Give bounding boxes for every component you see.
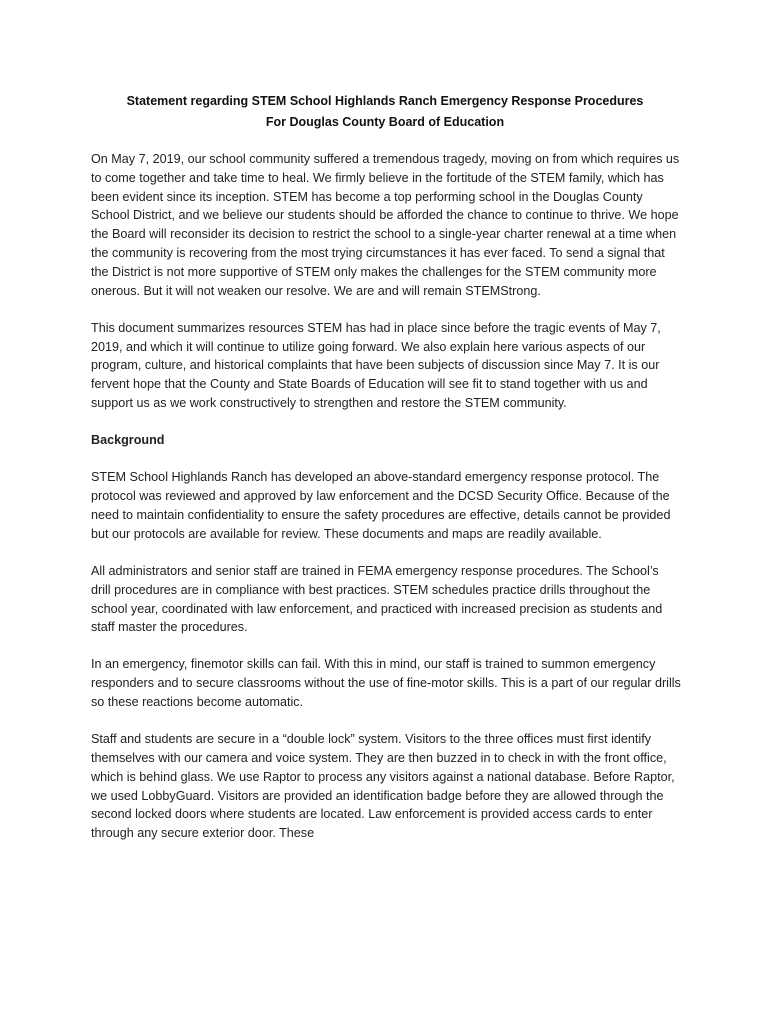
background-paragraph-2: All administrators and senior staff are trained in FEMA emergency response procedures. The School’s drill procedures are in compliance with best practices. STEM schedules practice drills throughout the school year, coordinated with law enforcement, and practiced with increased precision as students and staff master the procedures.	[91, 563, 663, 635]
intro-paragraph-1: On May 7, 2019, our school community suffered a tremendous tragedy, moving on from which requires us to come together and take time to heal. We firmly believe in the fortitude of the STEM family, which has been evident since its inception. STEM has become a top performing school in the Douglas County School District, and we believe our students should be afforded the chance to continue to thrive. We hope the Board will reconsider its decision to restrict the school to a single-year charter renewal at a time when the community is recovering from the most trying circumstances it has ever faced. To send a signal that the District is not more supportive of STEM only makes the challenges for the STEM community more onerous. But it will not weaken our resolve. We are and will remain STEMStrong.	[91, 152, 680, 298]
title-line-1: Statement regarding STEM School Highlands Ranch Emergency Response Procedures	[126, 94, 644, 108]
document-title	[60, 91, 710, 133]
document-body	[91, 150, 681, 861]
background-paragraph-3: In an emergency, finemotor skills can fail. With this in mind, our staff is trained to summon emergency responders and to secure classrooms without the use of fine-motor skills. This is a part of our regular drills so these reactions become automatic.	[91, 657, 681, 710]
background-paragraph-1: STEM School Highlands Ranch has developed an above-standard emergency response protocol. The protocol was reviewed and approved by law enforcement and the DCSD Security Office. Because of the need to maintain confidentiality to ensure the safety procedures are effective, details cannot be provided but our protocols are available for review. These documents and maps are readily available.	[91, 470, 671, 541]
intro-paragraph-2: This document summarizes resources STEM has had in place since before the tragic events of May 7, 2019, and which it will continue to utilize going forward. We also explain here various aspects of our program, culture, and historical complaints that have been subjects of discussion since May 7. It is our fervent hope that the County and State Boards of Education will see fit to stand together with us and support us as we work constructively to strengthen and restore the STEM community.	[91, 320, 661, 410]
background-paragraph-4: Staff and students are secure in a “double lock” system. Visitors to the three offices must first identify themselves with our camera and voice system. They are then buzzed in to check in with the front office, which is behind glass. We use Raptor to process any visitors against a national database. Before Raptor, we used LobbyGuard. Visitors are provided an identification badge before they are allowed through the second locked doors where students are located. Law enforcement is provided access cards to enter through any secure exterior door. These	[91, 732, 675, 841]
section-heading-background: Background	[91, 433, 165, 448]
title-line-2: For Douglas County Board of Education	[265, 115, 505, 129]
